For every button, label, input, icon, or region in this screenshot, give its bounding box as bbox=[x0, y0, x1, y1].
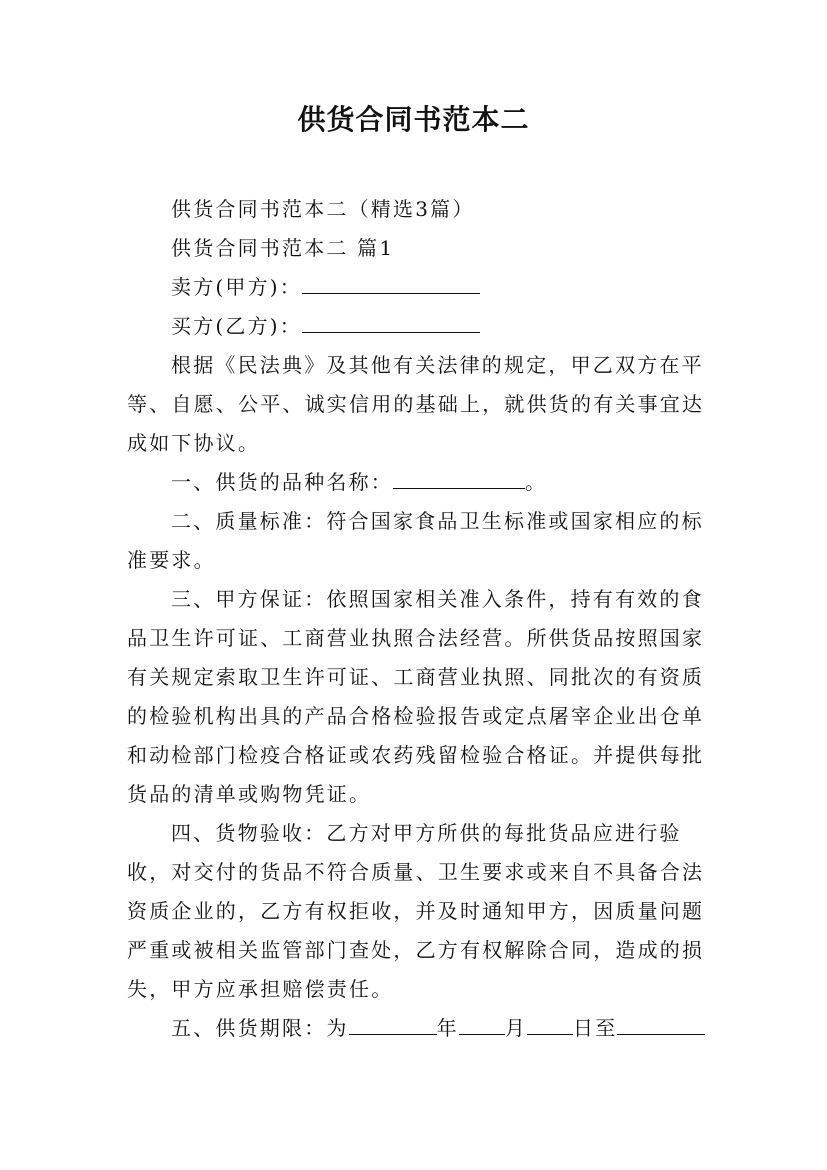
document-body bbox=[127, 190, 713, 1048]
end-year-blank bbox=[617, 1014, 705, 1035]
clause-5 bbox=[127, 1009, 713, 1048]
buyer-blank bbox=[302, 312, 480, 333]
clause-1 bbox=[127, 463, 713, 502]
section-heading: 供货合同书范本二 篇1 bbox=[171, 236, 395, 260]
start-month-blank bbox=[459, 1014, 505, 1035]
seller-line bbox=[127, 268, 713, 307]
year-label: 年 bbox=[436, 1016, 459, 1040]
clause-1-end: 。 bbox=[525, 470, 548, 494]
month-label: 月 bbox=[504, 1016, 528, 1040]
buyer-line bbox=[127, 307, 713, 346]
clause-2: 二、质量标准：符合国家食品卫生标准或国家相应的标准要求。 bbox=[127, 509, 704, 572]
subtitle-line: 供货合同书范本二（精选3篇） bbox=[171, 197, 475, 221]
document-title: 供货合同书范本二 bbox=[297, 103, 530, 136]
buyer-label: 买方(乙方)： bbox=[171, 314, 303, 338]
start-year-blank bbox=[349, 1014, 437, 1035]
clause-3: 三、甲方保证：依照国家相关准入条件，持有有效的食品卫生许可证、工商营业执照合法经营。所供货品按照国家有关规定索取卫生许可证、工商营业执照、同批次的有资质的检验机构出具的产品合格检验报告或定点屠宰企业出仓单和动检部门检疫合格证或农药残留检验合格证。并提供每批货品的清单或购物凭证。 bbox=[127, 587, 705, 806]
seller-label: 卖方(甲方)： bbox=[171, 275, 303, 299]
product-name-blank bbox=[393, 468, 525, 489]
start-day-blank bbox=[527, 1014, 573, 1035]
seller-blank bbox=[302, 273, 480, 294]
clause-5-label: 五、供货期限：为 bbox=[171, 1016, 349, 1040]
intro-paragraph: 根据《民法典》及其他有关法律的规定，甲乙双方在平等、自愿、公平、诚实信用的基础上，就供货的有关事宜达成如下协议。 bbox=[127, 353, 705, 455]
clause-1-label: 一、供货的品种名称： bbox=[171, 470, 393, 494]
day-to-label: 日至 bbox=[573, 1016, 618, 1040]
clause-4: 四、货物验收：乙方对甲方所供的每批货品应进行验收，对交付的货品不符合质量、卫生要求或来自不具备合法资质企业的，乙方有权拒收，并及时通知甲方，因质量问题严重或被相关监管部门查处，乙方有权解除合同，造成的损失，甲方应承担赔偿责任。 bbox=[127, 821, 705, 1001]
